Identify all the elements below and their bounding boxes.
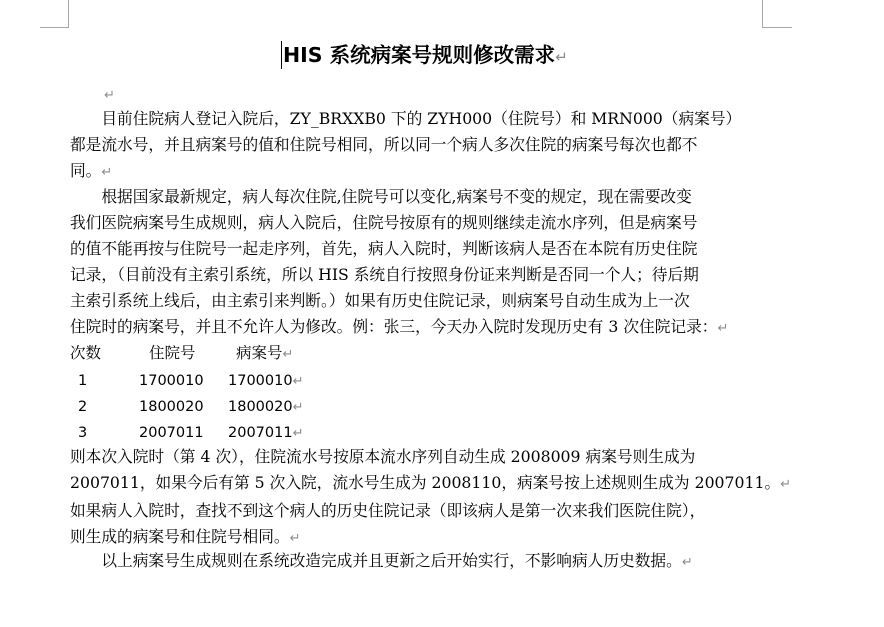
paragraph-mark-icon: ↵ (292, 426, 304, 441)
cell-count[interactable]: 1 (78, 373, 88, 389)
header-case-number[interactable]: 病案号↵ (236, 344, 294, 362)
paragraph-example-result[interactable] (70, 444, 792, 552)
text-line[interactable]: 我们医院病案号生成规则，病人入院后，住院号按原有的规则继续走流水序列，但是病案号 (70, 213, 698, 232)
paragraph-mark-icon: ↵ (681, 555, 693, 570)
paragraph-intro[interactable] (70, 106, 765, 186)
paragraph-mark-icon: ↵ (292, 400, 304, 415)
text-line[interactable]: 2007011，如果今后有第 5 次入院，流水号生成为 2008110，病案号按上述规则生成为 2007011。↵ (70, 473, 792, 492)
paragraph-new-rule[interactable] (70, 184, 765, 342)
cell-admission-number[interactable]: 1700010 (139, 373, 204, 389)
text-line[interactable]: 记录，（目前没有主索引系统，所以 HIS 系统自行按照身份证来判断是否同一个人；待后期 (70, 265, 699, 284)
text-line[interactable]: 如果病人入院时，查找不到这个病人的历史住院记录（即该病人是第一次来我们医院住院）， (70, 501, 706, 520)
page-corner-mark-top-left (40, 27, 69, 28)
text-line[interactable]: 则生成的病案号和住院号相同。↵ (70, 527, 301, 546)
text-line[interactable]: 住院时的病案号，并且不允许人为修改。例：张三，今天办入院时发现历史有 3 次住院记录：↵ (70, 317, 729, 336)
cell-case-number[interactable]: 2007011↵ (228, 425, 304, 441)
text-line[interactable]: 同。↵ (70, 161, 113, 180)
cell-admission-number[interactable]: 1800020 (139, 399, 204, 415)
document-title[interactable] (283, 40, 568, 72)
page-corner-mark-top-right (762, 27, 792, 28)
text-line[interactable]: 则本次入院时（第 4 次），住院流水号按原本流水序列自动生成 2008009 病案号则生成为 (70, 447, 696, 466)
text-line[interactable]: 根据国家最新规定，病人每次住院,住院号可以变化,病案号不变的规定，现在需要改变 (70, 187, 692, 206)
paragraph-effective-note[interactable] (70, 548, 765, 576)
paragraph-mark-icon: ↵ (555, 48, 568, 66)
cell-admission-number[interactable]: 2007011 (139, 425, 204, 441)
paragraph-mark-icon: ↵ (780, 477, 792, 492)
cell-count[interactable]: 3 (78, 425, 88, 441)
text-line[interactable]: 主索引系统上线后，由主索引来判断。）如果有历史住院记录，则病案号自动生成为上一次 (70, 291, 690, 310)
page-corner-mark-top-left (68, 0, 69, 28)
text-line[interactable]: 以上病案号生成规则在系统改造完成并且更新之后开始实行，不影响病人历史数据。↵ (70, 551, 693, 570)
cell-case-number[interactable]: 1700010↵ (228, 373, 304, 389)
paragraph-mark-icon: ↵ (289, 531, 301, 546)
paragraph-mark-icon: ↵ (104, 88, 115, 103)
document-title-text[interactable]: HIS 系统病案号规则修改需求 (283, 43, 556, 67)
header-admission-number[interactable]: 住院号 (149, 344, 196, 362)
paragraph-mark-icon: ↵ (717, 321, 729, 336)
empty-paragraph[interactable] (104, 84, 115, 106)
cell-case-number[interactable]: 1800020↵ (228, 399, 304, 415)
paragraph-mark-icon: ↵ (282, 347, 294, 362)
page-corner-mark-top-right (762, 0, 763, 28)
text-cursor (281, 41, 282, 69)
paragraph-mark-icon: ↵ (292, 374, 304, 389)
text-line[interactable]: 都是流水号，并且病案号的值和住院号相同，所以同一个病人多次住院的病案号每次也都不 (70, 135, 698, 154)
paragraph-mark-icon: ↵ (101, 165, 113, 180)
text-line[interactable]: 的值不能再按与住院号一起走序列，首先，病人入院时，判断该病人是否在本院有历史住院 (70, 239, 698, 258)
header-count[interactable]: 次数 (70, 344, 102, 362)
text-line[interactable]: 目前住院病人登记入院后，ZY_BRXXB0 下的 ZYH000（住院号）和 MRN000（病案号） (70, 109, 742, 128)
cell-count[interactable]: 2 (78, 399, 88, 415)
